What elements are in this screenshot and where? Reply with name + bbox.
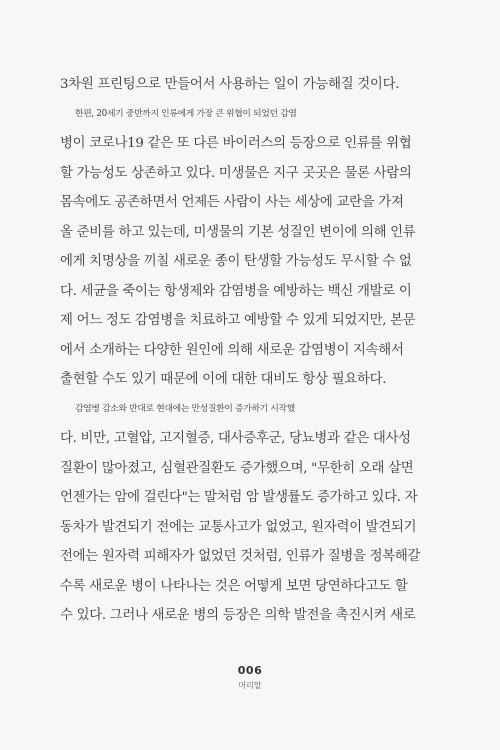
- paragraph-start-line: 감염병 감소와 반대로 현대에는 만성질환이 증가하기 시작했: [75, 403, 295, 414]
- section-label: 머리말: [238, 681, 262, 690]
- text-line: 다. 세균을 죽이는 항생제와 감염병을 예방하는 백신 개발로 이: [60, 283, 412, 299]
- text-line: 수 있다. 그러나 새로운 병의 등장은 의학 발전을 촉진시켜 새로: [60, 608, 416, 623]
- paragraph-start-line: 한편, 20세기 중반까지 인류에게 가장 큰 위협이 되었던 감염: [75, 108, 297, 119]
- text-line: 3차원 프린팅으로 만들어서 사용하는 일이 가능해질 것이다.: [60, 77, 400, 92]
- text-line: 에서 소개하는 다양한 원인에 의해 새로운 감염병이 지속해서: [60, 342, 404, 358]
- text-line: 전에는 원자력 피해자가 없었던 것처럼, 인류가 질병을 정복해갈: [60, 549, 421, 564]
- text-line: 몸속에도 공존하면서 언제든 사람이 사는 세상에 교란을 가져: [60, 195, 404, 210]
- body-text: [60, 70, 440, 631]
- text-line: 할 가능성도 상존하고 있다. 미생물은 지구 곳곳은 물론 사람의: [60, 165, 412, 181]
- text-line: 수록 새로운 병이 나타나는 것은 어떻게 보면 당연하다고도 할: [60, 578, 408, 594]
- text-line: 병이 코로나19 같은 또 다른 바이러스의 등장으로 인류를 위협: [60, 136, 412, 151]
- text-line: 다. 비만, 고혈압, 고지혈증, 대사증후군, 당뇨병과 같은 대사성: [60, 431, 411, 446]
- page-number: 006: [237, 664, 263, 677]
- text-line: 언젠가는 암에 걸린다"는 말처럼 암 발생률도 증가하고 있다. 자: [60, 490, 418, 505]
- text-line: 질환이 많아졌고, 심혈관질환도 증가했으며, "무한히 오래 살면: [60, 460, 414, 476]
- text-line: 제 어느 정도 감염병을 치료하고 예방할 수 있게 되었지만, 본문: [60, 313, 416, 328]
- text-line: 동차가 발견되기 전에는 교통사고가 없었고, 원자력이 발견되기: [60, 519, 417, 535]
- text-line: 출현할 수도 있기 때문에 이에 대한 대비도 항상 필요하다.: [60, 372, 387, 387]
- page-footer: [0, 664, 500, 691]
- text-line: 에게 치명상을 끼칠 새로운 종이 탄생할 가능성도 무시할 수 없: [60, 254, 412, 269]
- text-line: 올 준비를 하고 있는데, 미생물의 기본 성질인 변이에 의해 인류: [60, 224, 416, 240]
